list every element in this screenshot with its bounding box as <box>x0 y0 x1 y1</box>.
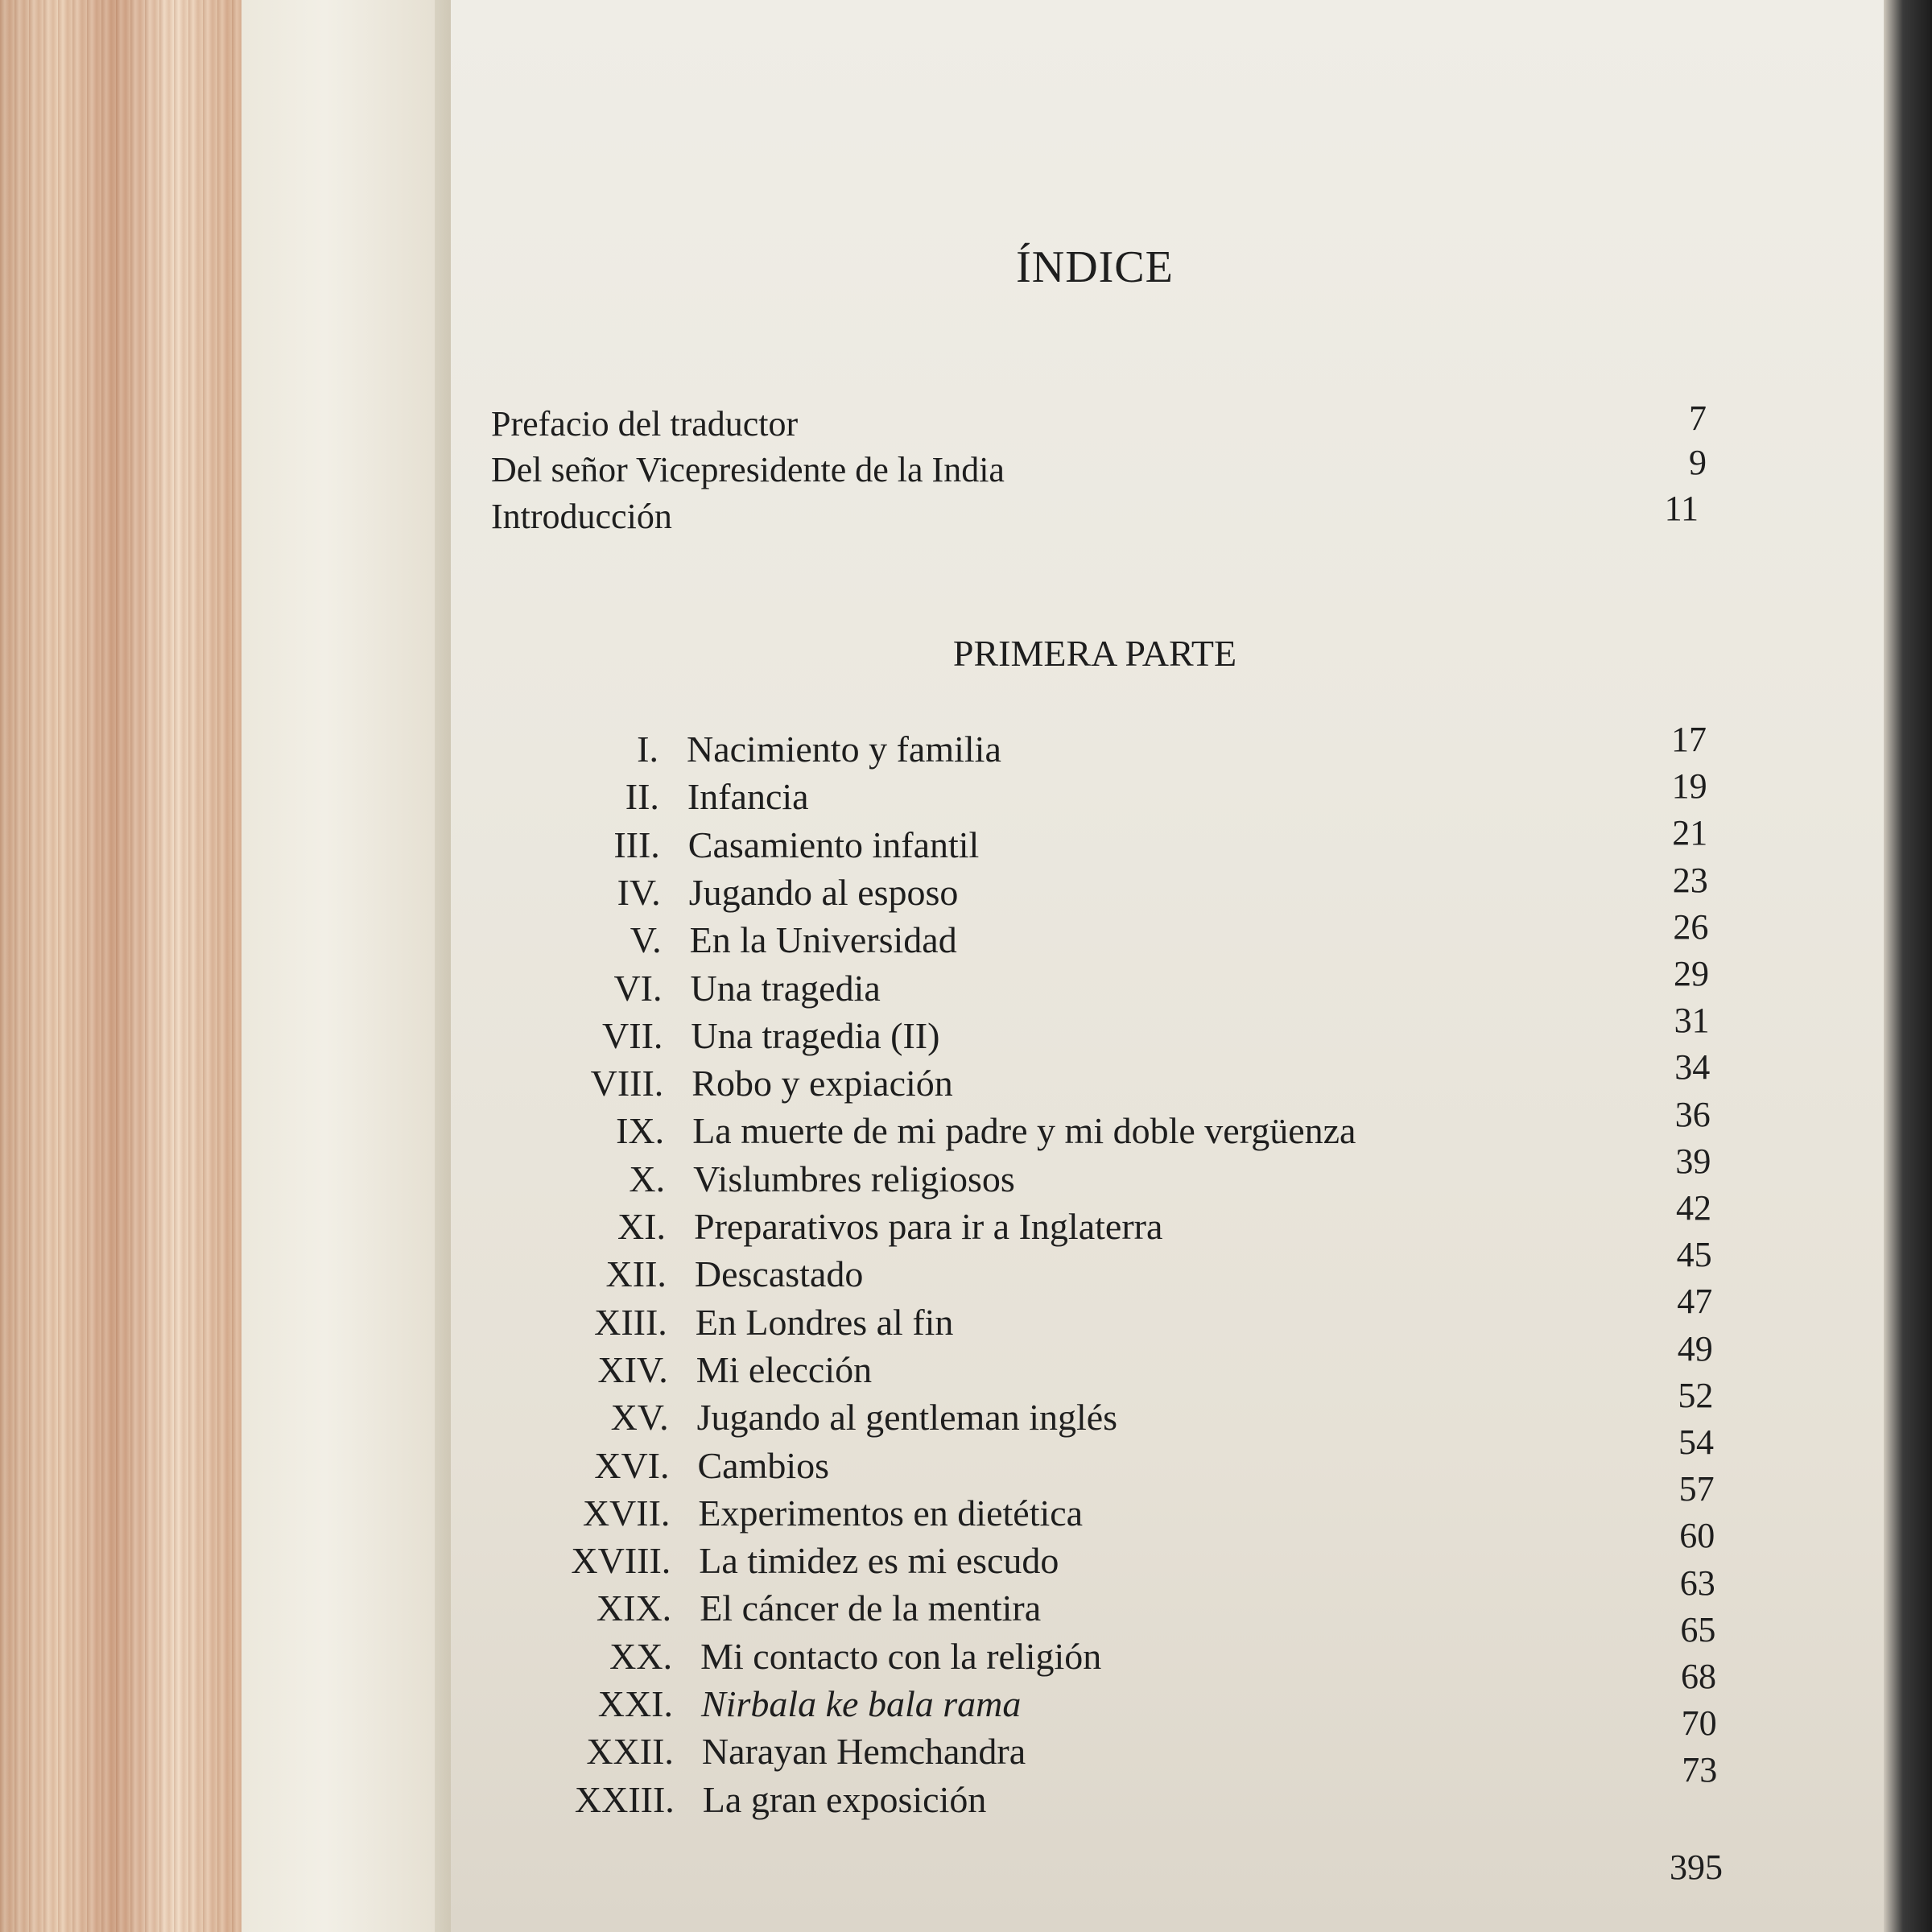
chapter-number: XII. <box>605 1253 667 1295</box>
chapter-title: Nirbala ke bala rama <box>701 1683 1022 1724</box>
front-matter-page: 7 <box>1689 398 1707 438</box>
chapter-page: 70 <box>1681 1703 1717 1744</box>
chapter-title: Nacimiento y familia <box>687 729 1001 770</box>
index-title: ÍNDICE <box>1016 242 1174 292</box>
chapter-number: XXIII. <box>574 1778 675 1820</box>
chapter-page: 65 <box>1680 1609 1716 1649</box>
front-matter-title: Del señor Vicepresidente de la India <box>491 450 1005 489</box>
chapter-number: XIII. <box>594 1301 667 1343</box>
chapter-page: 31 <box>1674 1001 1710 1041</box>
chapter-number: I. <box>637 729 658 770</box>
chapter-title: La gran exposición <box>702 1778 987 1820</box>
chapter-number: VII. <box>602 1014 663 1056</box>
chapter-number: XVIII. <box>571 1540 671 1582</box>
chapter-title: Robo y expiación <box>691 1063 953 1104</box>
front-matter-page: 9 <box>1689 443 1707 482</box>
chapter-title: Jugando al esposo <box>688 871 959 913</box>
chapter-title: Una tragedia (II) <box>691 1014 940 1056</box>
chapter-page: 19 <box>1671 766 1707 807</box>
chapter-page: 36 <box>1674 1094 1711 1134</box>
chapter-number: IV. <box>617 871 661 913</box>
chapter-number: V. <box>630 919 662 961</box>
chapter-number: XXI. <box>597 1683 673 1724</box>
chapter-page: 60 <box>1679 1516 1715 1556</box>
chapter-number: X. <box>629 1158 666 1199</box>
chapter-title: En la Universidad <box>689 919 957 961</box>
chapter-number: XVII. <box>582 1492 671 1534</box>
chapter-number: XIX. <box>596 1587 672 1629</box>
chapter-number: XI. <box>617 1206 666 1247</box>
chapter-page: 39 <box>1675 1141 1711 1181</box>
front-matter-page: 11 <box>1664 489 1699 528</box>
chapter-page: 26 <box>1673 906 1709 947</box>
page-number: 395 <box>1670 1847 1723 1887</box>
chapter-title: En Londres al fin <box>695 1301 954 1343</box>
chapter-title: Jugando al gentleman inglés <box>696 1397 1118 1439</box>
chapter-page: 34 <box>1674 1047 1711 1088</box>
chapter-page: 54 <box>1678 1422 1714 1462</box>
chapter-page: 47 <box>1677 1282 1713 1322</box>
chapter-page: 52 <box>1678 1375 1714 1415</box>
chapter-title: Casamiento infantil <box>687 824 980 865</box>
chapter-title: El cáncer de la mentira <box>700 1587 1042 1629</box>
chapter-number: VI. <box>613 967 663 1009</box>
chapter-title: Descastado <box>694 1253 864 1295</box>
chapter-page: 29 <box>1674 954 1709 993</box>
chapter-title: Vislumbres religiosos <box>693 1158 1015 1199</box>
chapter-title: Cambios <box>697 1444 830 1486</box>
chapter-title: Una tragedia <box>690 967 881 1009</box>
chapter-title: La muerte de mi padre y mi doble vergüenza <box>692 1110 1356 1152</box>
chapter-page: 73 <box>1682 1750 1718 1790</box>
chapter-page: 21 <box>1672 813 1708 853</box>
chapter-page: 68 <box>1681 1657 1716 1696</box>
chapter-number: XIV. <box>597 1348 668 1390</box>
chapter-title: Narayan Hemchandra <box>701 1731 1026 1773</box>
chapter-page: 63 <box>1679 1563 1715 1603</box>
chapter-page: 49 <box>1677 1328 1713 1368</box>
chapter-number: VIII. <box>590 1063 664 1104</box>
chapter-page: 45 <box>1676 1235 1712 1275</box>
chapter-number: XX. <box>609 1635 673 1677</box>
front-matter-title: Introducción <box>491 497 672 536</box>
chapter-page: 17 <box>1671 720 1707 759</box>
chapter-title: La timidez es mi escudo <box>699 1540 1059 1582</box>
chapter-number: IX. <box>616 1110 665 1152</box>
chapter-number: XXII. <box>586 1731 674 1773</box>
front-matter-title: Prefacio del traductor <box>491 404 799 444</box>
chapter-number: XVI. <box>594 1444 670 1486</box>
chapter-title: Experimentos en dietética <box>698 1492 1084 1534</box>
chapter-number: II. <box>625 776 659 818</box>
part-title: PRIMERA PARTE <box>952 633 1237 674</box>
chapter-title: Preparativos para ir a Inglaterra <box>694 1206 1163 1247</box>
chapter-title: Mi elección <box>696 1348 873 1390</box>
chapter-title: Infancia <box>687 776 809 818</box>
chapter-page: 57 <box>1678 1469 1715 1509</box>
chapter-number: XV. <box>610 1397 669 1439</box>
chapter-page: 42 <box>1676 1188 1711 1228</box>
chapter-number: III. <box>613 824 660 865</box>
chapter-page: 23 <box>1672 860 1708 900</box>
chapter-title: Mi contacto con la religión <box>700 1635 1102 1677</box>
